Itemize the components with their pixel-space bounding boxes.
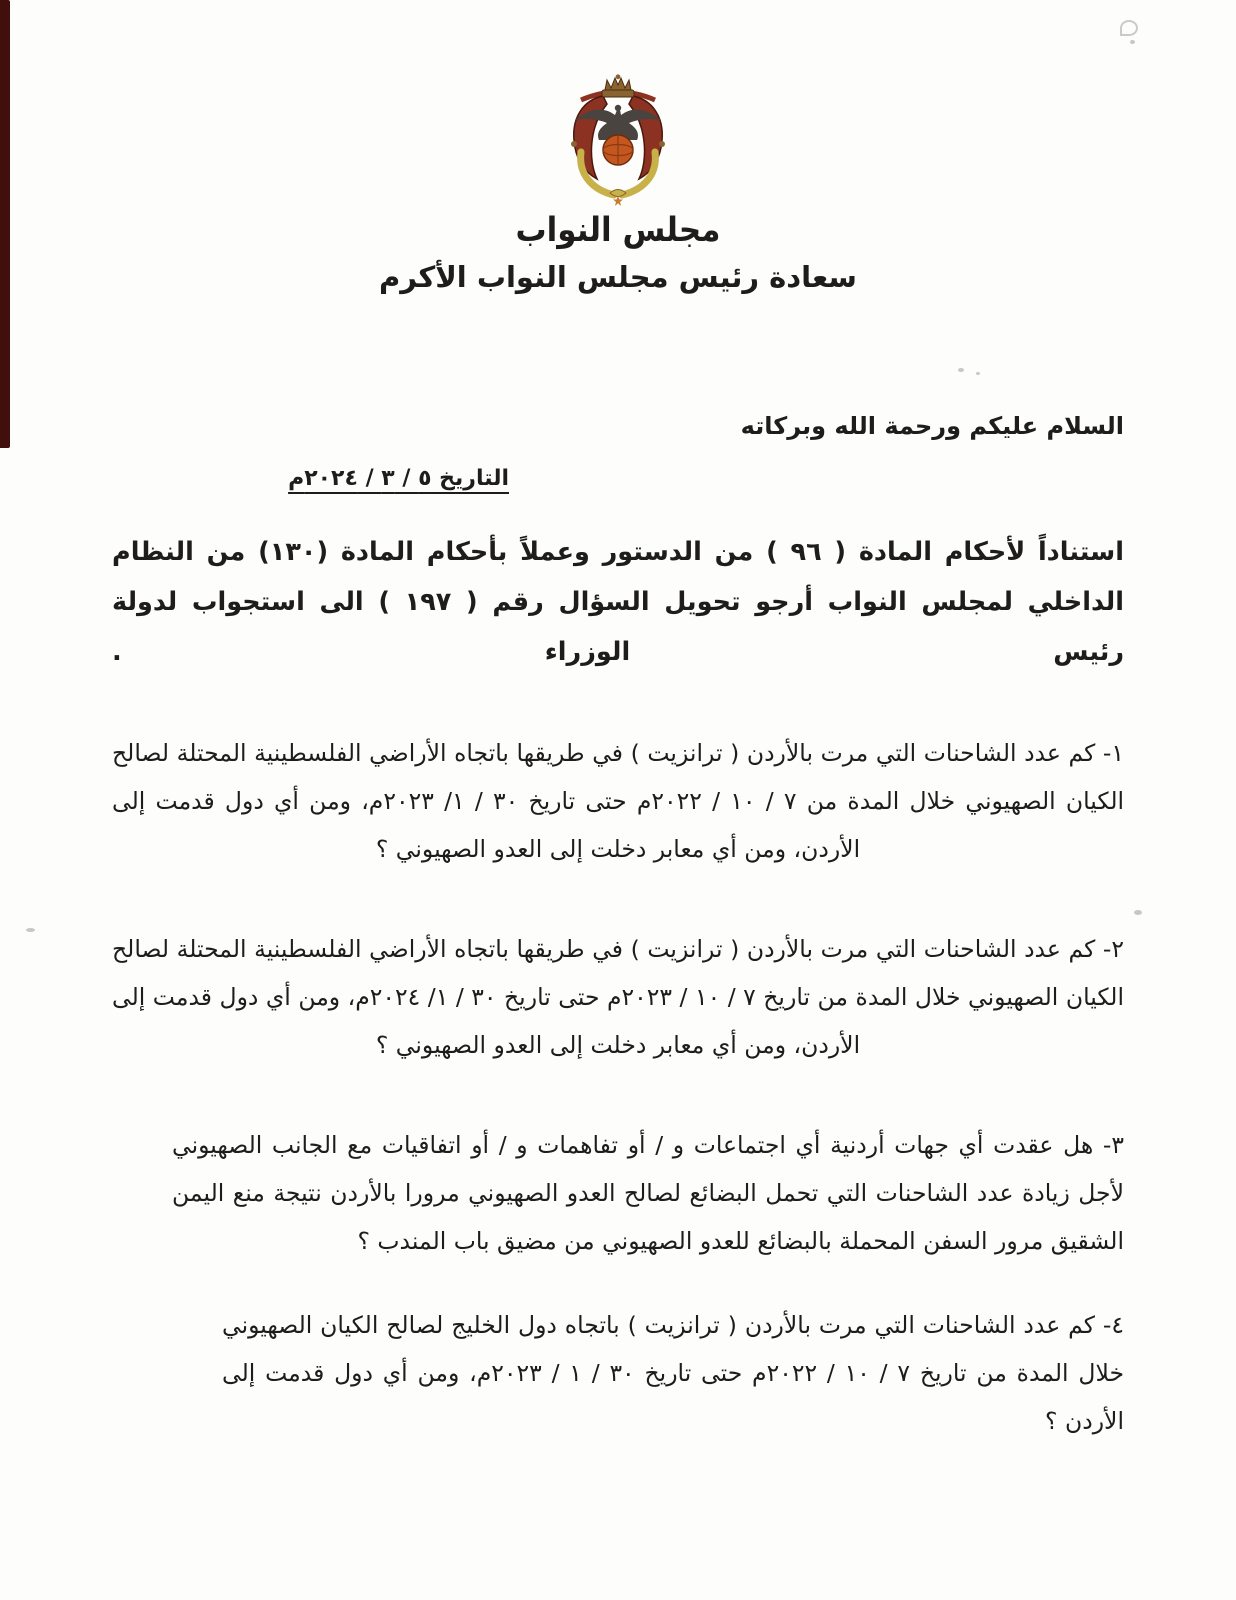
parliament-calligraphy-logo: مجلس النواب [515,210,721,250]
question-2: ٢- كم عدد الشاحنات التي مرت بالأردن ( ترانزيت ) في طريقها باتجاه الأراضي الفلسطينية المحتلة لصالح الكيان الصهيوني خلال المدة من تاريخ ٧ / ١٠ / ٢٠٢٣م حتى تاريخ ٣٠ / ١/ ٢٠٢٤م، ومن أي دول قدمت إلى الأردن، ومن أي معابر دخلت إلى العدو الصهيوني ؟ [112,935,1124,1059]
intro-paragraph: استناداً لأحكام المادة ( ٩٦ ) من الدستور وعملاً بأحكام المادة (١٣٠) من النظام الداخلي لمجلس النواب أرجو تحويل السؤال رقم ( ١٩٧ ) الى استجواب لدولة رئيس الوزراء . [112,537,1124,667]
question-3: ٣- هل عقدت أي جهات أردنية أي اجتماعات و / أو تفاهمات و / أو اتفاقيات مع الجانب الصهيوني لأجل زيادة عدد الشاحنات التي تحمل البضائع لصالح العدو الصهيوني مرورا بالأردن نتيجة منع اليمن الشقيق مرور السفن المحملة بالبضائع للعدو الصهيوني من مضيق باب المندب ؟ [172,1131,1124,1255]
jordan-coat-of-arms-icon [559,74,677,206]
date-line: التاريخ ٥ / ٣ / ٢٠٢٤م [288,466,509,491]
greeting-line: السلام عليكم ورحمة الله وبركاته [740,412,1124,440]
emblem-container [112,0,1124,248]
question-4: ٤- كم عدد الشاحنات التي مرت بالأردن ( ترانزيت ) باتجاه دول الخليج لصالح الكيان الصهيوني خلال المدة من تاريخ ٧ / ١٠ / ٢٠٢٢م حتى تاريخ ٣٠ / ١ / ٢٠٢٣م، ومن أي دول قدمت إلى الأردن ؟ [222,1311,1124,1435]
addressee-title: سعادة رئيس مجلس النواب الأكرم [379,260,857,294]
question-1: ١- كم عدد الشاحنات التي مرت بالأردن ( ترانزيت ) في طريقها باتجاه الأراضي الفلسطينية المحتلة لصالح الكيان الصهيوني خلال المدة من ٧ / ١٠ / ٢٠٢٢م حتى تاريخ ٣٠ / ١/ ٢٠٢٣م، ومن أي دول قدمت إلى الأردن، ومن أي معابر دخلت إلى العدو الصهيوني ؟ [112,739,1125,863]
